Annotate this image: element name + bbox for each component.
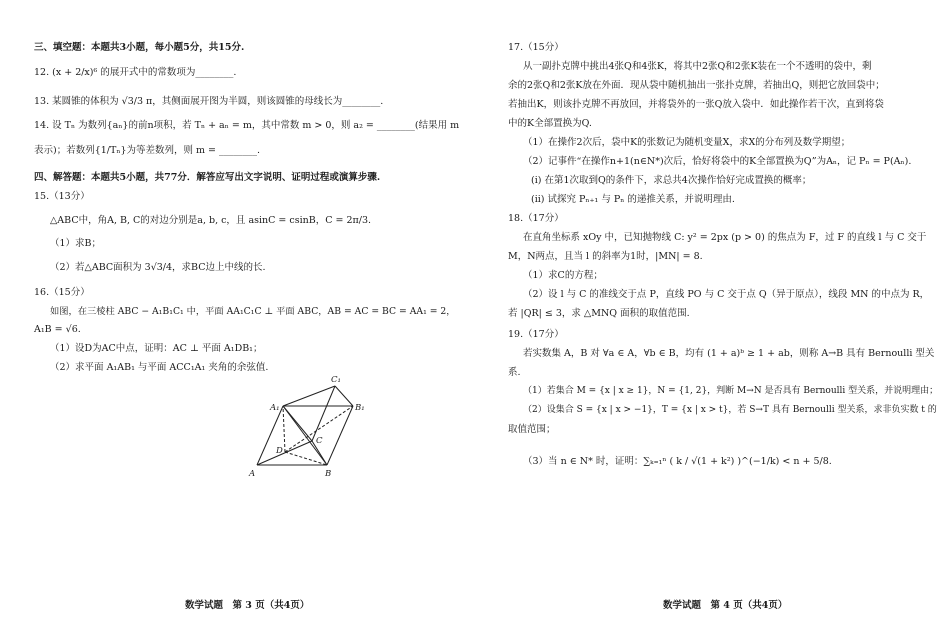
right-page-footer: 数学试题 第 4 页（共4页） <box>663 600 788 611</box>
question-15-part2: （2）若△ABC面积为 3√3/4，求BC边上中线的长. <box>50 262 266 273</box>
question-12: 12. (x + 2/x)⁶ 的展开式中的常数项为________. <box>34 67 237 78</box>
question-19-part3: （3）当 n ∈ N* 时，证明：∑ₖ₌₁ⁿ ( k / √(1 + k²) )^(−1/k) < n + 5/8. <box>523 456 832 467</box>
question-17-part2-i: (i) 在第1次取到Q的条件下，求总共4次操作恰好完成置换的概率； <box>531 175 812 186</box>
question-16-part2: （2）求平面 A₁AB₁ 与平面 ACC₁A₁ 夹角的余弦值. <box>50 362 269 373</box>
question-19-line2: 系. <box>508 367 521 378</box>
question-19-part2b: 取值范围； <box>508 424 556 435</box>
label-A1: A₁ <box>270 403 280 413</box>
question-16-body2: A₁B = √6. <box>34 324 81 335</box>
question-13: 13. 某圆锥的体积为 √3/3 π，其侧面展开图为半圆，则该圆锥的母线长为________. <box>34 96 384 107</box>
question-15-body: △ABC中，角A, B, C的对边分别是a, b, c，且 asinC = csinB，C = 2π/3. <box>50 215 372 226</box>
question-17-part1: （1）在操作2次后，袋中K的张数记为随机变量X，求X的分布列及数学期望； <box>523 137 851 148</box>
question-17-head: 17.（15分） <box>508 42 564 53</box>
question-16-body1: 如图，在三棱柱 ABC − A₁B₁C₁ 中，平面 AA₁C₁C ⊥ 平面 ABC，AB = AC = BC = AA₁ = 2， <box>50 306 456 317</box>
section4-heading: 四、解答题：本题共5小题，共77分．解答应写出文字说明、证明过程或演算步骤. <box>34 172 381 183</box>
right-page <box>478 0 950 637</box>
label-D: D <box>276 446 283 456</box>
question-19-part1: （1）若集合 M = {x | x ≥ 1}，N = {1, 2}，判断 M→N 是否具有 Bernoulli 型关系，并说明理由； <box>523 386 939 396</box>
question-15-head: 15.（13分） <box>34 191 90 202</box>
question-14-line1: 14. 设 Tₙ 为数列{aₙ}的前n项积，若 Tₙ + aₙ = m，其中常数 m > 0，则 a₂ = ________(结果用 m <box>34 120 460 131</box>
question-17-part2: （2）记事件“在操作n+1(n∈N*)次后，恰好将袋中的K全部置换为Q”为Aₙ，记 Pₙ = P(Aₙ). <box>523 156 912 167</box>
left-page-footer: 数学试题 第 3 页（共4页） <box>185 600 310 611</box>
question-16-part1: （1）设D为AC中点，证明：AC ⊥ 平面 A₁DB₁； <box>50 343 263 354</box>
label-B: B <box>325 469 332 479</box>
question-19-line1: 若实数集 A，B 对 ∀a ∈ A，∀b ∈ B，均有 (1 + a)ᵇ ≥ 1 + ab，则称 A→B 具有 Bernoulli 型关 <box>523 348 935 359</box>
question-19-head: 19.（17分） <box>508 329 564 340</box>
left-page <box>0 0 470 637</box>
label-C1: C₁ <box>331 375 341 385</box>
question-18-part2b: 若 |QR| ≤ 3，求 △MNQ 面积的取值范围. <box>508 308 690 319</box>
question-18-head: 18.（17分） <box>508 213 564 224</box>
question-14-line2: 表示)；若数列{1/Tₙ}为等差数列，则 m = ________. <box>34 145 261 156</box>
question-15-part1: （1）求B； <box>50 238 102 249</box>
label-B1: B₁ <box>355 403 365 413</box>
question-18-part2a: （2）设 l 与 C 的准线交于点 P，直线 PO 与 C 交于点 Q（异于原点），线段 MN 的中点为 R， <box>523 289 930 300</box>
question-17-part2-ii: (ii) 试探究 Pₙ₊₁ 与 Pₙ 的递推关系，并说明理由. <box>531 194 735 205</box>
label-A: A <box>249 469 256 479</box>
question-17-line1: 从一副扑克牌中挑出4张Q和4张K，将其中2张Q和2张K装在一个不透明的袋中，剩 <box>523 61 872 72</box>
question-17-line3: 若抽出K，则该扑克牌不再放回，并将袋外的一张Q放入袋中．如此操作若干次，直到将袋 <box>508 99 884 110</box>
question-18-line1: 在直角坐标系 xOy 中，已知抛物线 C: y² = 2px (p > 0) 的焦点为 F，过 F 的直线 l 与 C 交于 <box>523 232 927 243</box>
question-17-line4: 中的K全部置换为Q. <box>508 118 592 129</box>
label-C: C <box>316 436 323 446</box>
question-16-head: 16.（15分） <box>34 287 90 298</box>
question-18-part1: （1）求C的方程； <box>523 270 603 281</box>
question-19-part2a: （2）设集合 S = {x | x > −1}，T = {x | x > t}，若 S→T 具有 Bernoulli 型关系，求非负实数 t 的 <box>523 405 937 415</box>
question-18-line2: M，N两点，且当 l 的斜率为1时，|MN| = 8. <box>508 251 703 262</box>
question-17-line2: 余的2张Q和2张K放在外面．现从袋中随机抽出一张扑克牌，若抽出Q，则把它放回袋中； <box>508 80 885 91</box>
prism-figure <box>245 372 380 484</box>
section3-heading: 三、填空题：本题共3小题，每小题5分，共15分. <box>34 42 245 53</box>
